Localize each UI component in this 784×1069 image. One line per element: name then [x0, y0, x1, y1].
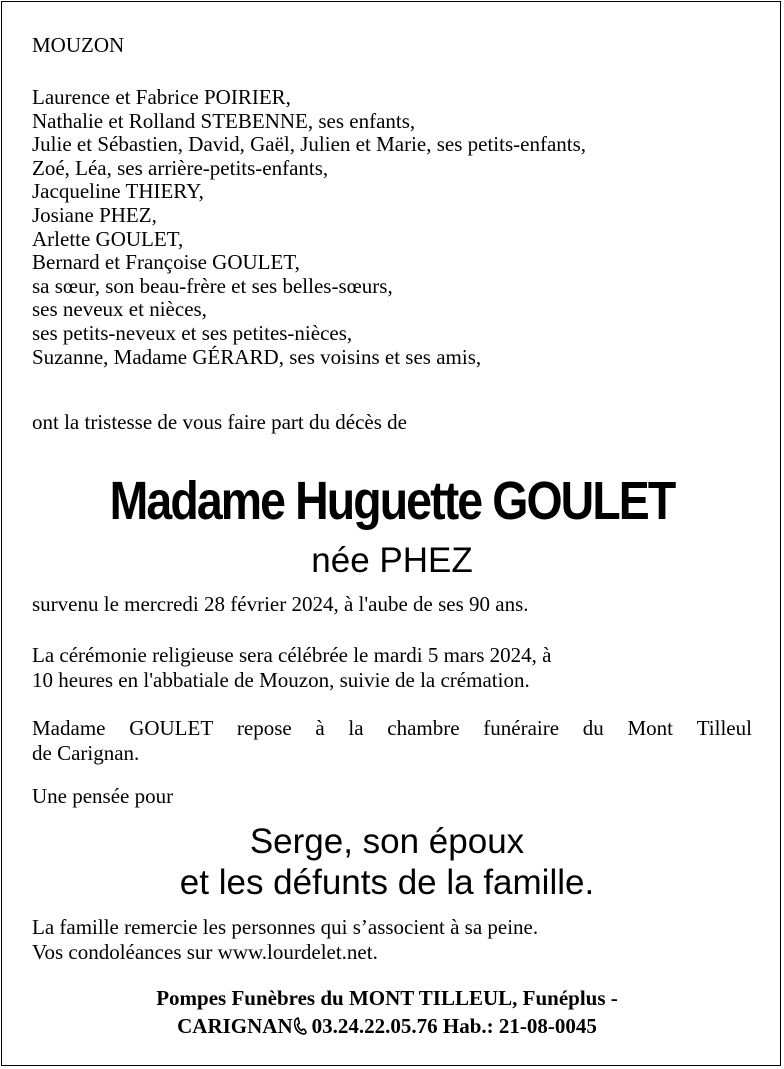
repose-word: Mont	[627, 716, 673, 740]
footer-city: CARIGNAN	[177, 1014, 293, 1038]
family-line: Josiane PHEZ,	[32, 202, 157, 227]
family-line: ses petits-neveux et ses petites-nièces,	[32, 320, 353, 345]
death-detail: survenu le mercredi 28 février 2024, à l'aube de ses 90 ans.	[32, 592, 529, 616]
family-line: Zoé, Léa, ses arrière-petits-enfants,	[32, 155, 329, 180]
repose-word: GOULET	[129, 716, 214, 740]
repose-word: Madame	[32, 716, 106, 740]
footer-license: Hab.: 21-08-0045	[442, 1014, 597, 1038]
repose-line	[32, 716, 752, 741]
funeral-home-contact	[0, 1012, 774, 1040]
family-line: Bernard et Françoise GOULET,	[32, 250, 300, 275]
repose-paragraph	[32, 716, 752, 766]
ceremony-line: La cérémonie religieuse sera célébrée le mardi 5 mars 2024, à	[32, 643, 552, 667]
repose-word: repose	[236, 716, 292, 740]
tribute-line: Serge, son époux	[249, 822, 525, 861]
repose-word: funéraire	[483, 716, 560, 740]
maiden-name: née PHEZ	[311, 541, 473, 580]
tribute-line: et les défunts de la famille.	[179, 863, 595, 902]
tribute-block	[0, 821, 774, 903]
footer-phone: 03.24.22.05.76	[311, 1014, 438, 1038]
repose-word: du	[582, 716, 604, 740]
repose-word: à	[315, 716, 325, 740]
thought-intro: Une pensée pour	[32, 784, 174, 808]
ceremony-line: 10 heures en l'abbatiale de Mouzon, suivie de la crémation.	[32, 668, 530, 692]
telephone-icon	[294, 1014, 310, 1032]
town-heading: MOUZON	[32, 33, 125, 57]
announcement-text: ont la tristesse de vous faire part du décès de	[32, 410, 407, 434]
family-line: Suzanne, Madame GÉRARD, ses voisins et ses amis,	[32, 344, 482, 369]
family-line: Arlette GOULET,	[32, 226, 184, 251]
family-line: sa sœur, son beau-frère et ses belles-sœurs,	[32, 273, 393, 298]
closing-line: Vos condoléances sur www.lourdelet.net.	[32, 940, 378, 964]
repose-line: de Carignan.	[32, 741, 140, 765]
repose-word: chambre	[387, 716, 460, 740]
family-line: Nathalie et Rolland STEBENNE, ses enfants,	[32, 108, 416, 133]
funeral-home-name: Pompes Funèbres du MONT TILLEUL, Funéplus -	[156, 986, 618, 1010]
family-line: ses neveux et nièces,	[32, 297, 207, 322]
family-line: Julie et Sébastien, David, Gaël, Julien et Marie, ses petits-enfants,	[32, 132, 587, 157]
funeral-home-footer	[0, 984, 774, 1040]
family-line: Jacqueline THIERY,	[32, 179, 204, 204]
closing-line: La famille remercie les personnes qui s’associent à sa peine.	[32, 915, 539, 939]
closing-block	[32, 915, 538, 965]
ceremony-details	[32, 643, 552, 693]
family-list	[32, 86, 586, 369]
repose-word: Tilleul	[696, 716, 752, 740]
deceased-name: Madame Huguette GOULET	[109, 471, 675, 531]
repose-word: la	[348, 716, 364, 740]
family-line: Laurence et Fabrice POIRIER,	[32, 85, 291, 109]
